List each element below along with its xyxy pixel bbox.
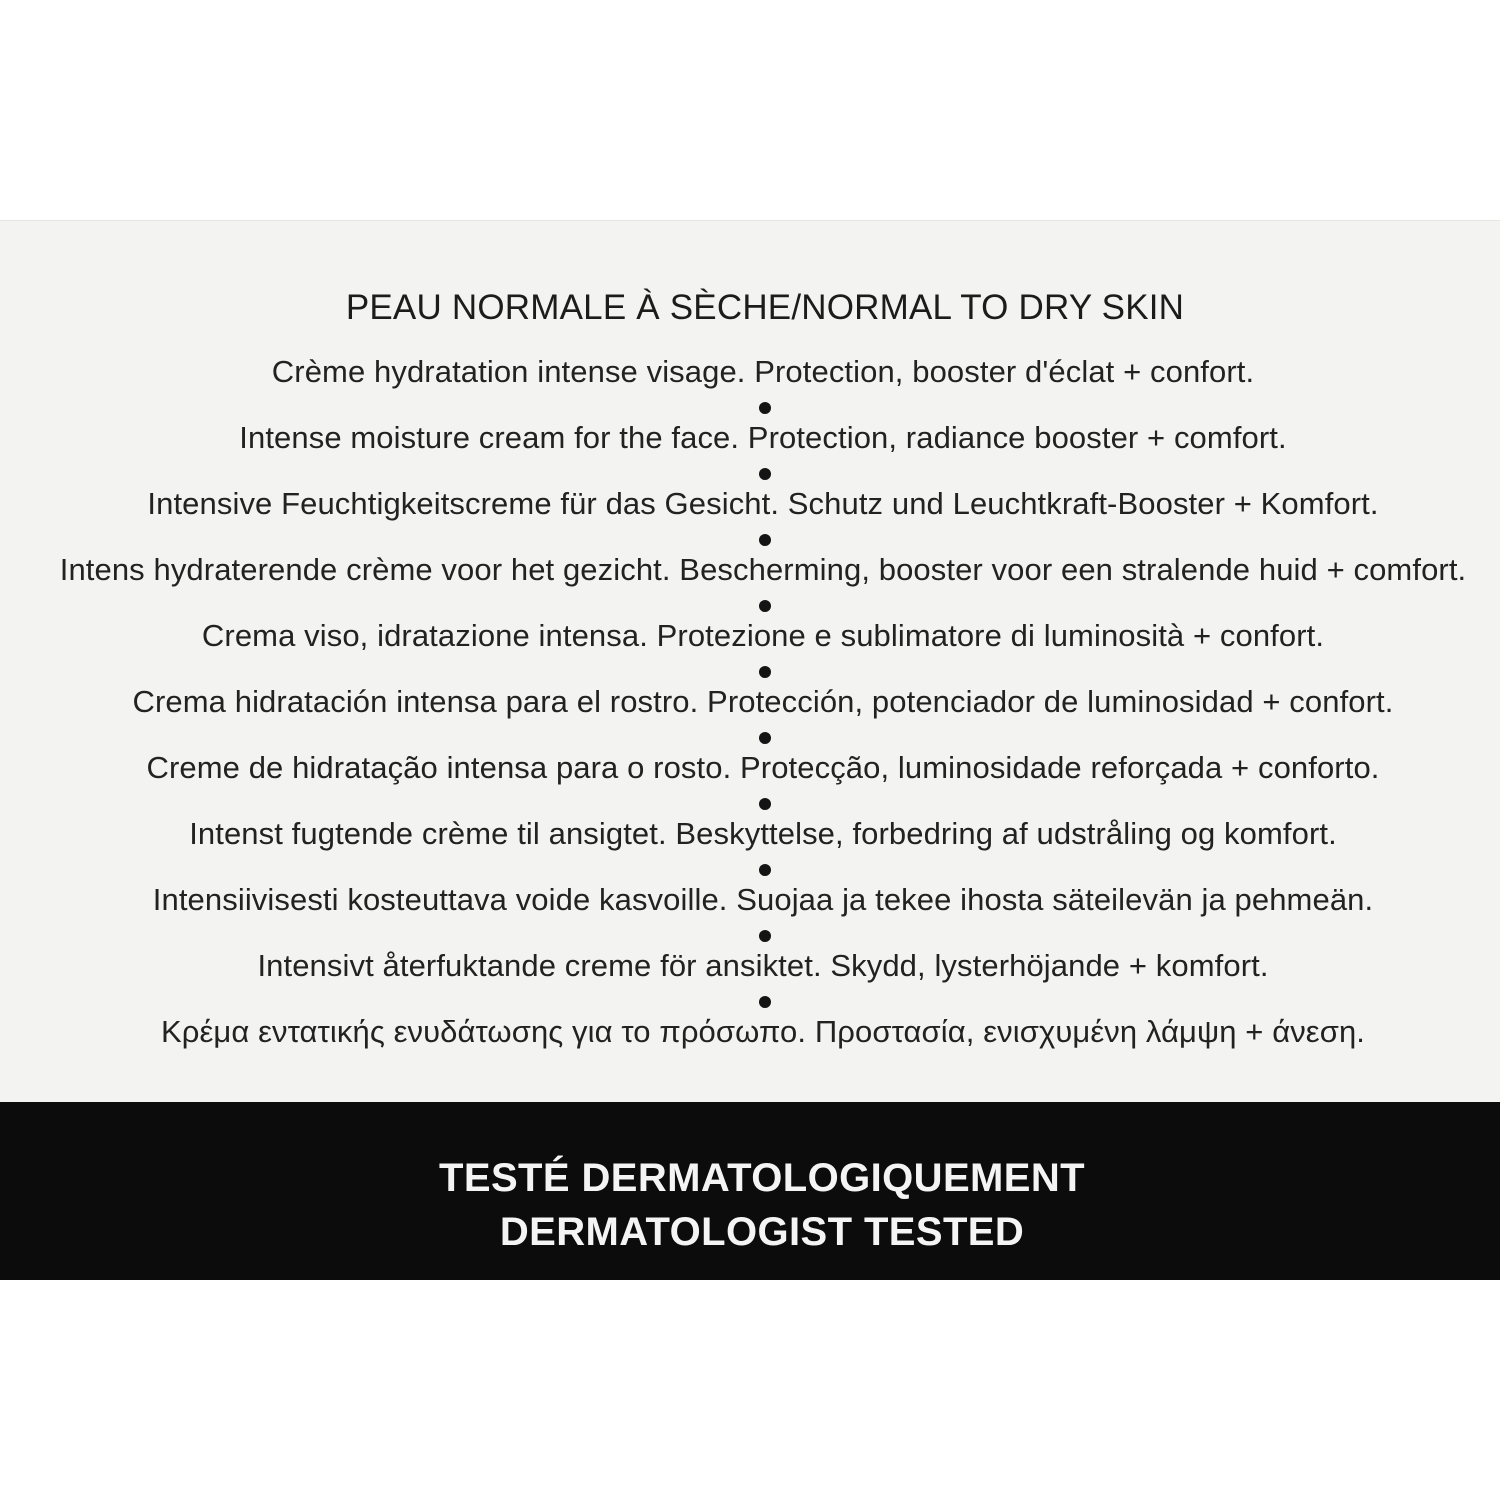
description-text-de: Intensive Feuchtigkeitscreme für das Gesicht. Schutz und Leuchtkraft-Booster + Komfort. <box>147 486 1379 521</box>
description-line-fi <box>0 878 1500 944</box>
description-text-fr: Crème hydratation intense visage. Protection, booster d'éclat + confort. <box>271 354 1255 389</box>
bullet-separator <box>759 996 771 1008</box>
tested-claim-fr: TESTÉ DERMATOLOGIQUEMENT <box>439 1156 1085 1200</box>
bullet-separator <box>759 930 771 942</box>
skin-type-heading: PEAU NORMALE À SÈCHE/NORMAL TO DRY SKIN <box>345 288 1185 327</box>
description-text-el: Κρέμα εντατικής ενυδάτωσης για το πρόσωπο. Προστασία, ενισχυμένη λάμψη + άνεση. <box>160 1014 1366 1049</box>
bullet-separator <box>759 666 771 678</box>
bullet-separator <box>759 468 771 480</box>
tested-claim-en: DERMATOLOGIST TESTED <box>499 1210 1025 1254</box>
description-text-es: Crema hidratación intensa para el rostro. Protección, potenciador de luminosidad + confort. <box>132 684 1394 719</box>
description-text-it: Crema viso, idratazione intensa. Protezione e sublimatore di luminosità + confort. <box>201 618 1325 653</box>
description-text-en: Intense moisture cream for the face. Protection, radiance booster + comfort. <box>239 420 1287 455</box>
description-text-nl: Intens hydraterende crème voor het gezicht. Bescherming, booster voor een stralende huid + comfort. <box>59 552 1467 587</box>
description-text-fi: Intensiivisesti kosteuttava voide kasvoille. Suojaa ja tekee ihosta säteilevän ja pehmeän. <box>152 882 1374 917</box>
description-line-fr <box>0 350 1500 416</box>
description-line-en <box>0 416 1500 482</box>
bullet-separator <box>759 600 771 612</box>
bullet-separator <box>759 402 771 414</box>
description-line-de <box>0 482 1500 548</box>
bullet-separator <box>759 798 771 810</box>
description-line-pt <box>0 746 1500 812</box>
description-text-sv: Intensivt återfuktande creme för ansiktet. Skydd, lysterhöjande + komfort. <box>257 948 1269 983</box>
description-text-pt: Creme de hidratação intensa para o rosto. Protecção, luminosidade reforçada + conforto. <box>146 750 1380 785</box>
bullet-separator <box>759 732 771 744</box>
description-line-sv <box>0 944 1500 1010</box>
bullet-separator <box>759 534 771 546</box>
description-line-da <box>0 812 1500 878</box>
description-line-it <box>0 614 1500 680</box>
description-line-el <box>0 1010 1500 1076</box>
bullet-separator <box>759 864 771 876</box>
description-list <box>0 350 1500 1076</box>
description-line-es <box>0 680 1500 746</box>
description-line-nl <box>0 548 1500 614</box>
description-text-da: Intenst fugtende crème til ansigtet. Beskyttelse, forbedring af udstråling og komfort. <box>189 816 1337 851</box>
